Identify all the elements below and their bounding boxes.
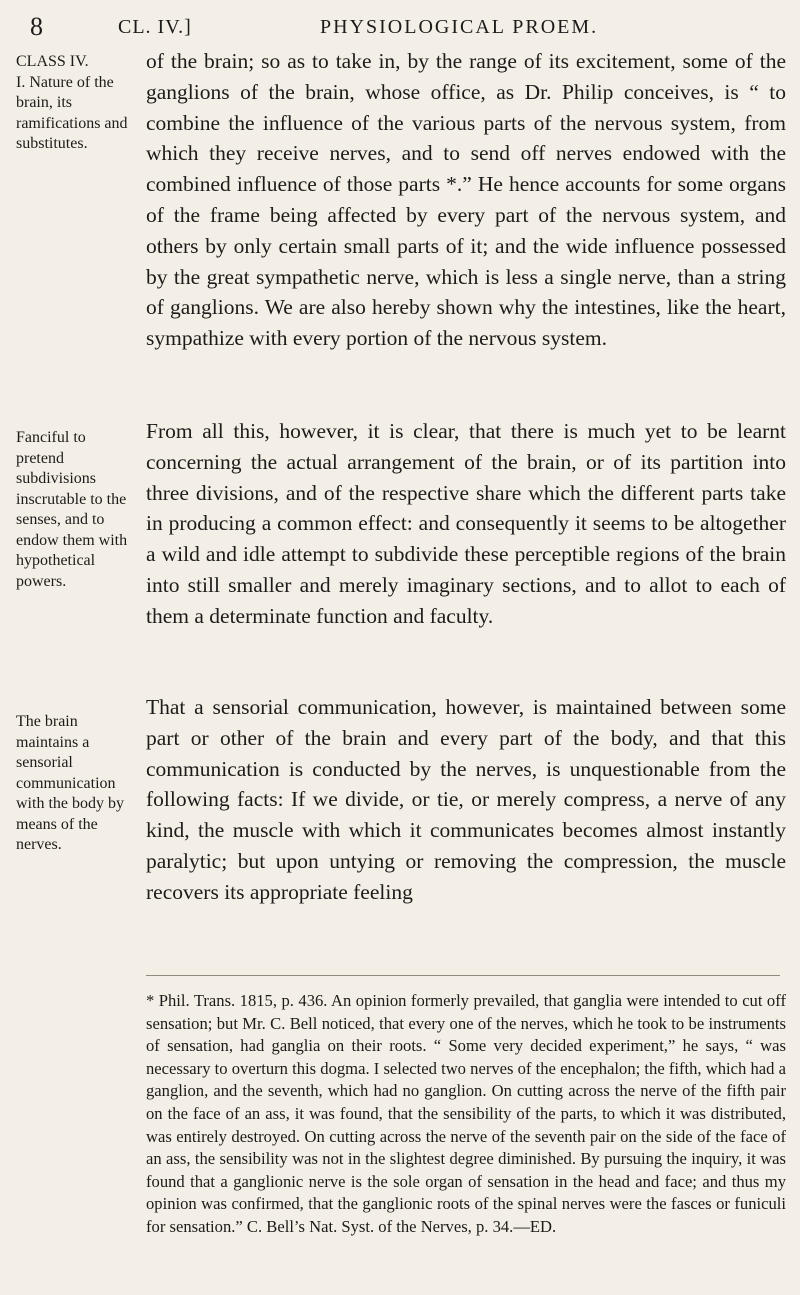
running-head-title: PHYSIOLOGICAL PROEM. <box>320 16 599 38</box>
main-text-3 <box>146 692 786 908</box>
footnote: * Phil. Trans. 1815, p. 436. An opinion formerly prevailed, that ganglia were intended to cut off sensation; but Mr. C. Bell noticed, that every one of the nerves, which he took to be instruments of sensation, had ganglia on their roots. “ Some very decided experiment,” he says, “ was necessary to overturn this dogma. I selected two nerves of the encephalon; the fifth, which had a ganglion, and the seventh, which had no ganglion. On cutting across the nerve of the fifth pair on the face of an ass, it was found, that the sensibility of the parts, to which it was distributed, was entirely destroyed. On cutting across the nerve of the seventh pair on the side of the face of an ass, the sensibility was not in the slightest degree diminished. By pursuing the inquiry, it was found that a ganglionic nerve is the sole organ of sensation in the head and face; and thus my opinion was confirmed, that the ganglionic roots of the spinal nerves were the fasces or funiculi for sensation.” C. Bell’s Nat. Syst. of the Nerves, p. 34.—ED. <box>146 991 786 1236</box>
main-text-2 <box>146 416 786 632</box>
running-head-class: CL. IV.] <box>118 16 192 38</box>
margin-note-fanciful-subdivisions: Fanciful to pretend subdivisions inscrutable to the senses, and to endow them with hypothetical powers. <box>16 429 128 590</box>
running-header <box>0 10 800 40</box>
page-number: 8 <box>30 12 43 41</box>
margin-note-nature-of-brain: CLASS IV. I. Nature of the brain, its ramifications and substitutes. <box>16 53 128 152</box>
margin-note-sensorial-communication: The brain maintains a sensorial communication with the body by means of the nerves. <box>16 713 124 853</box>
footnote-divider <box>146 975 780 976</box>
paragraph-subdivisions: From all this, however, it is clear, that there is much yet to be learnt concerning the actual arrangement of the brain, or of its partition into three divisions, and of the respective share which the different parts take in producing a common effect: and consequently it seems to be altogether a wild and idle attempt to subdivide these perceptible regions of the brain into still smaller and merely imaginary sections, and to allot to each of them a determinate function and faculty. <box>146 419 786 628</box>
paragraph-sensorial: That a sensorial communication, however, is maintained between some part or other of the brain and every part of the body, and that this communication is conducted by the nerves, is unquestionable from the following facts: If we divide, or tie, or merely compress, a nerve of any kind, the muscle with which it communicates becomes almost instantly paralytic; but upon untying or removing the compression, the muscle recovers its appropriate feeling <box>146 695 786 904</box>
main-text <box>146 46 786 354</box>
paragraph-ganglions: of the brain; so as to take in, by the range of its excitement, some of the ganglions of the brain, whose office, as Dr. Philip conceives, is “ to combine the influence of the various parts of the nervous system, from which they receive nerves, and to send off nerves endowed with the combined influence of those parts *.” He hence accounts for some organs of the frame being affected by every part of the nervous system, and others by only certain small parts of it; and the wide influence possessed by the great sympathetic nerve, which is less a single nerve, than a string of ganglions. We are also hereby shown why the intestines, like the heart, sympathize with every portion of the nervous system. <box>146 49 786 351</box>
